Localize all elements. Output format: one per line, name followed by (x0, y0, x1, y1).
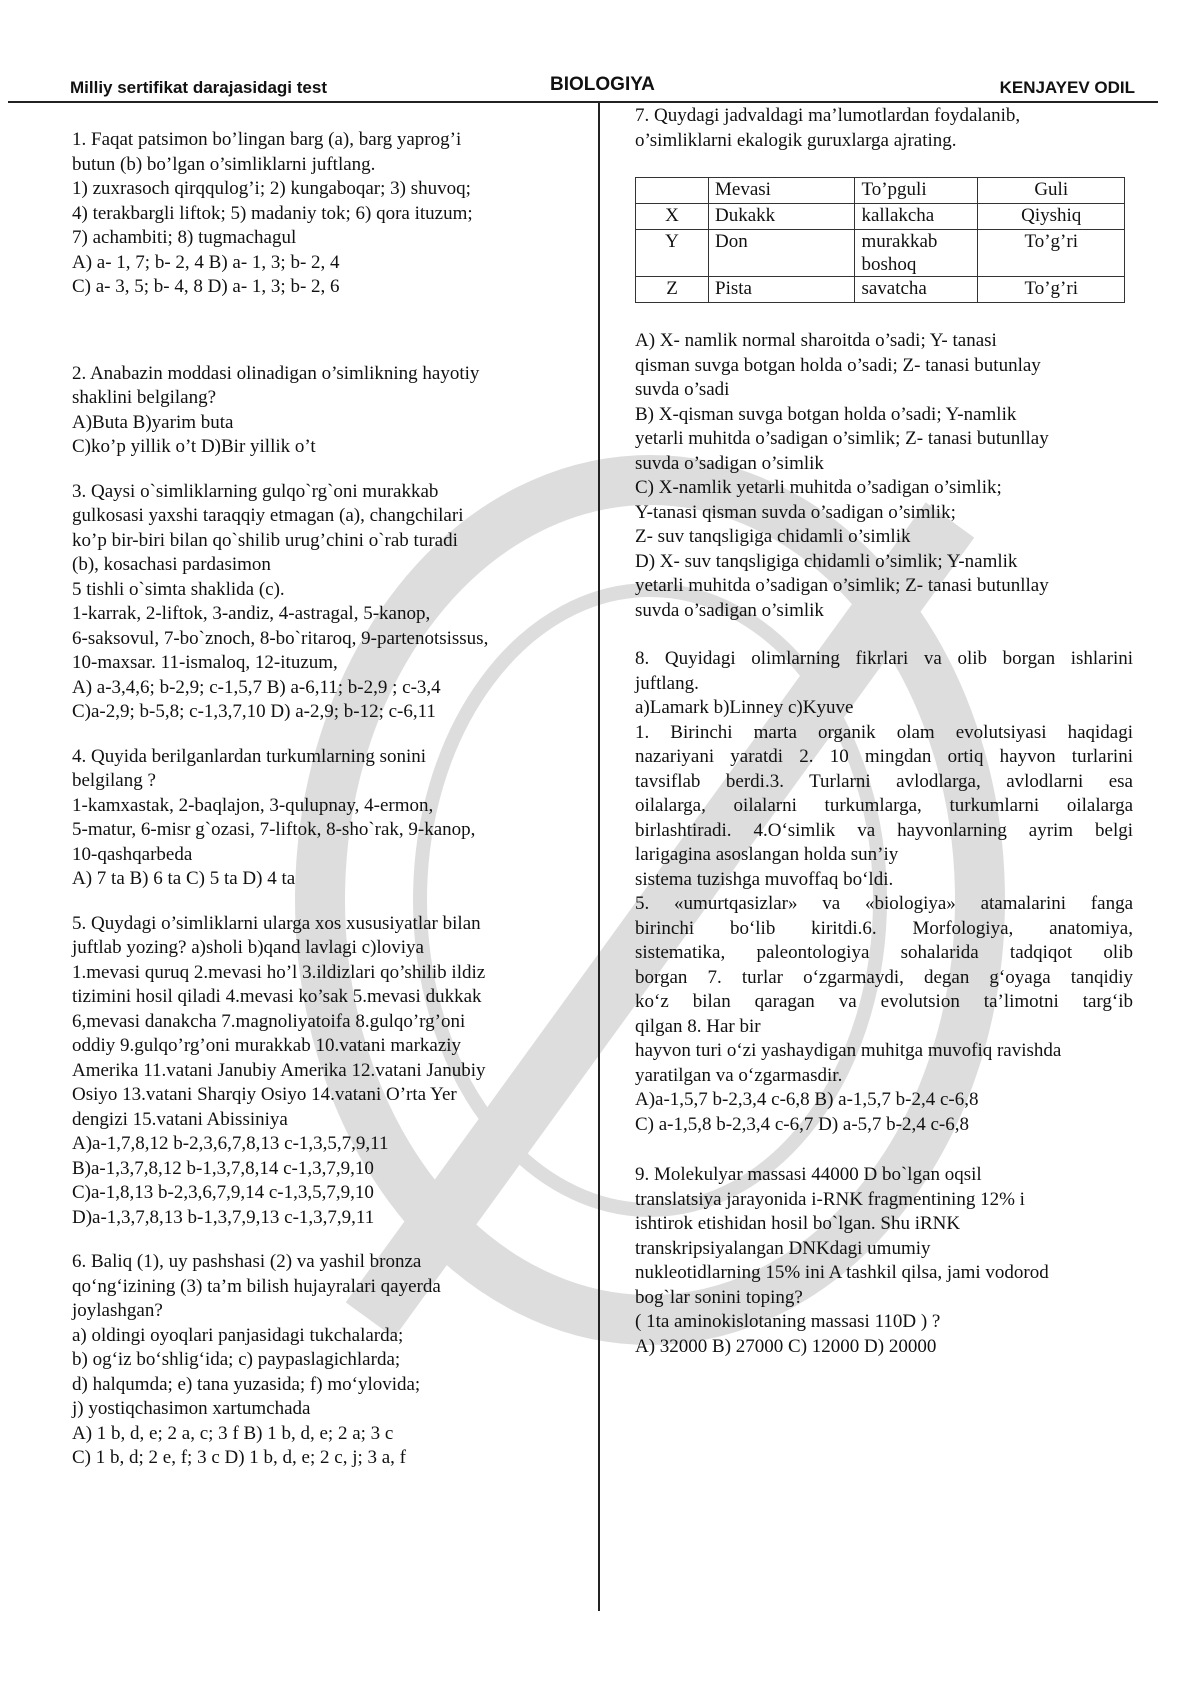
question-line: 1-karrak, 2-liftok, 3-andiz, 4-astragal, 5-kanop, (72, 603, 431, 624)
answer-options: A) 1 b, d, e; 2 a, c; 3 f B) 1 b, d, e; 2 a; 3 c (72, 1422, 394, 1444)
question-line: Osiyo 13.vatani Sharqiy Osiyo 14.vatani O’rta Yer (72, 1084, 457, 1105)
column-divider (598, 101, 600, 1611)
question-line: 5. «umurtqasizlar» va «biologiya» atamalarini fanga (635, 893, 1133, 914)
question-line: 2. Anabazin moddasi olinadigan o’simlikning hayotiy (72, 362, 480, 384)
answer-options: qisman suvga botgan holda o’sadi; Z- tanasi butunlay (635, 354, 1041, 376)
question-line: oddiy 9.gulqo’rg’oni murakkab 10.vatani markaziy (72, 1035, 462, 1056)
answer-options: C)a-1,8,13 b-2,3,6,7,9,14 c-1,3,5,7,9,10 (72, 1182, 374, 1203)
question-line: butun (b) bo’lgan o’simliklarni juftlang. (72, 153, 376, 175)
answer-options: C) a-1,5,8 b-2,3,4 c-6,7 D) a-5,7 b-2,4 c-6,8 (635, 1113, 969, 1135)
question-line: joylashgan? (72, 1300, 163, 1321)
question-line: 1. Birinchi marta organik olam evolutsiyasi haqidagi (635, 721, 1133, 743)
question-line: tavsiflab berdi.3. Turlarni avlodlarga, avlodlarni esa (635, 770, 1133, 792)
answer-options: suvda o’sadigan o’simlik (635, 452, 824, 474)
question-9 (635, 1163, 1133, 1359)
table-cell: Qiyshiq (978, 204, 1125, 230)
table-header-cell: To’pguli (855, 178, 978, 204)
question-line: juftlab yozing? a)sholi b)qand lavlagi c)loviya (72, 937, 424, 958)
question-line: b) og‘iz bo‘shlig‘ida; c) paypaslagichlarda; (72, 1349, 401, 1370)
answer-options: B)a-1,3,7,8,12 b-1,3,7,8,14 c-1,3,7,9,10 (72, 1157, 374, 1179)
answer-options: yetarli muhitda o’sadigan o’simlik; Z- tanasi butunllay (635, 428, 1049, 449)
question-2 (72, 362, 582, 460)
question-line: transkripsiyalangan DNKdagi umumiy (635, 1237, 931, 1259)
answer-options: C)a-2,9; b-5,8; c-1,3,7,10 D) a-2,9; b-12; c-6,11 (72, 701, 436, 722)
question-line: sistema tuzishga muvoffaq bo‘ldi. (635, 868, 894, 890)
header-author: KENJAYEV ODIL (999, 78, 1135, 97)
question-line: 5 tishli o`simta shaklida (c). (72, 578, 285, 600)
question-8 (635, 647, 1133, 1137)
answer-options: C) X-namlik yetarli muhitda o’sadigan o’simlik; (635, 477, 1002, 498)
question-line: 8. Quyidagi olimlarning fikrlari va olib borgan ishlarini (635, 648, 1133, 669)
question-line: birinchi bo‘lib kiritdi.6. Morfologiya, anatomiya, (635, 917, 1133, 939)
answer-options: A) a-3,4,6; b-2,9; c-1,5,7 B) a-6,11; b-2,9 ; c-3,4 (72, 676, 441, 698)
table-row (636, 204, 1125, 230)
question-line: nukleotidlarning 15% ini A tashkil qilsa, jami vodorod (635, 1262, 1049, 1283)
table-cell: Z (636, 277, 709, 303)
question-7 (635, 104, 1133, 623)
answer-options: D) X- suv tanqsligiga chidamli o’simlik; Y-namlik (635, 550, 1018, 572)
question-line: gulkosasi yaxshi taraqqiy etmagan (a), changchilari (72, 505, 464, 526)
question-line: 6,mevasi danakcha 7.magnoliyatoifa 8.gulqo’rg’oni (72, 1010, 466, 1032)
table-header-cell: Guli (978, 178, 1125, 204)
question-4 (72, 745, 582, 892)
question-line: ko’p bir-biri bilan qo`shilib urug’chini o`rab turadi (72, 529, 458, 551)
question-line: 1) zuxrasoch qirqqulog’i; 2) kungaboqar; 3) shuvoq; (72, 178, 471, 199)
header-divider (8, 101, 1158, 103)
table-cell: To’g’ri (978, 230, 1125, 277)
question-line: translatsiya jarayonida i-RNK fragmentining 12% i (635, 1188, 1025, 1210)
question-line: 10-maxsar. 11-ismaloq, 12-ituzum, (72, 652, 338, 673)
question-line: shaklini belgilang? (72, 387, 217, 408)
question-line: birlashtiradi. 4.O‘simlik va hayvonlarning ayrim belgi (635, 819, 1133, 841)
question-line: 6. Baliq (1), uy pashshasi (2) va yashil bronza (72, 1251, 422, 1272)
question-line: a) oldingi oyoqlari panjasidagi tukchalarda; (72, 1324, 404, 1346)
answer-options: C)ko’p yillik o’t D)Bir yillik o’t (72, 436, 316, 457)
question-line: larigagina asoslangan holda sun’iy (635, 844, 899, 865)
page-header (70, 74, 1150, 104)
question-line: d) halqumda; e) tana yuzasida; f) mo‘ylovida; (72, 1373, 421, 1395)
question-line: hayvon turi o‘zi yashaydigan muhitga muvofiq ravishda (635, 1040, 1062, 1061)
table-header-cell (636, 178, 709, 204)
question-line: 9. Molekulyar massasi 44000 D bo`lgan oqsil (635, 1164, 982, 1185)
question-5 (72, 912, 582, 1231)
left-column (72, 128, 582, 1491)
table-cell: Don (709, 230, 855, 277)
question-line: bog`lar sonini toping? (635, 1286, 803, 1308)
answer-options: C) a- 3, 5; b- 4, 8 D) a- 1, 3; b- 2, 6 (72, 276, 340, 297)
question-line: dengizi 15.vatani Abissiniya (72, 1108, 288, 1130)
question-line: 7) achambiti; 8) tugmachagul (72, 227, 297, 248)
answer-options: A) a- 1, 7; b- 2, 4 B) a- 1, 3; b- 2, 4 (72, 251, 340, 273)
answer-options: A) 7 ta B) 6 ta C) 5 ta D) 4 ta (72, 868, 296, 889)
table-cell: Y (636, 230, 709, 277)
question-line: j) yostiqchasimon xartumchada (72, 1398, 311, 1419)
question-line: qo‘ng‘izining (3) ta’m bilish hujayralari qayerda (72, 1275, 441, 1297)
answer-options: A) X- namlik normal sharoitda o’sadi; Y- tanasi (635, 330, 997, 351)
question-line: tizimini hosil qiladi 4.mevasi ko’sak 5.mevasi dukkak (72, 986, 482, 1007)
question-line: 4. Quyida berilganlardan turkumlarning sonini (72, 745, 427, 767)
ecology-table (635, 177, 1125, 303)
header-left: Milliy sertifikat darajasidagi test (70, 78, 327, 97)
question-line: ( 1ta aminokislotaning massasi 110D ) ? (635, 1311, 941, 1332)
question-line: 5-matur, 6-misr g`ozasi, 7-liftok, 8-sho`rak, 9-kanop, (72, 819, 476, 840)
header-subject: BIOLOGIYA (550, 74, 655, 95)
table-header-cell: Mevasi (709, 178, 855, 204)
right-column (635, 104, 1133, 1379)
answer-options: Y-tanasi qisman suvda o’sadigan o’simlik; (635, 501, 956, 523)
table-header-row (636, 178, 1125, 204)
question-line: a)Lamark b)Linney c)Kyuve (635, 697, 854, 718)
question-3 (72, 480, 582, 725)
table-row (636, 277, 1125, 303)
question-line: 1-kamxastak, 2-baqlajon, 3-qulupnay, 4-ermon, (72, 794, 434, 816)
answer-options: A) 32000 B) 27000 C) 12000 D) 20000 (635, 1335, 937, 1357)
question-line: 5. Quydagi o’simliklarni ularga xos xususiyatlar bilan (72, 912, 481, 934)
question-line: yaratilgan va o‘zgarmasdir. (635, 1064, 843, 1086)
question-line: o’simliklarni ekalogik guruxlarga ajrating. (635, 129, 957, 151)
answer-options: suvda o’sadigan o’simlik (635, 599, 824, 621)
question-line: belgilang ? (72, 770, 156, 791)
question-line: Amerika 11.vatani Janubiy Amerika 12.vatani Janubiy (72, 1059, 486, 1081)
table-cell: X (636, 204, 709, 230)
question-line: 3. Qaysi o`simliklarning gulqo`rg`oni murakkab (72, 480, 439, 502)
answer-options: Z- suv tanqsligiga chidamli o’simlik (635, 526, 911, 547)
answer-options: suvda o’sadi (635, 379, 730, 400)
answer-options: A)a-1,5,7 b-2,3,4 c-6,8 B) a-1,5,7 b-2,4 c-6,8 (635, 1089, 979, 1110)
answer-options: A)Buta B)yarim buta (72, 411, 234, 433)
table-cell: savatcha (855, 277, 978, 303)
table-cell: Dukakk (709, 204, 855, 230)
question-1 (72, 128, 582, 300)
question-line: qilgan 8. Har bir (635, 1015, 761, 1037)
table-cell: murakkab boshoq (855, 230, 978, 277)
question-line: 1.mevasi quruq 2.mevasi ho’l 3.ildizlari qo’shilib ildiz (72, 961, 486, 983)
answer-options: D)a-1,3,7,8,13 b-1,3,7,9,13 c-1,3,7,9,11 (72, 1206, 375, 1228)
question-line: ishtirok etishidan hosil bo`lgan. Shu iRNK (635, 1213, 961, 1234)
question-line: 4) terakbargli liftok; 5) madaniy tok; 6) qora ituzum; (72, 202, 473, 224)
question-line: juftlang. (635, 672, 699, 694)
question-line: (b), kosachasi pardasimon (72, 554, 271, 575)
question-line: nazariyani yaratdi 2. 10 mingdan ortiq hayvon turlarini (635, 746, 1133, 767)
question-line: 1. Faqat patsimon bo’lingan barg (a), barg yaprog’i (72, 129, 462, 150)
table-cell: To’g’ri (978, 277, 1125, 303)
question-line: borgan 7. turlar o‘zgarmaydi, degan g‘oyaga tanqidiy (635, 966, 1133, 988)
question-line: 10-qashqarbeda (72, 843, 193, 865)
question-line: ko‘z bilan qaragan va evolutsion ta’limotni targ‘ib (635, 991, 1133, 1012)
table-row (636, 230, 1125, 277)
answer-options: yetarli muhitda o’sadigan o’simlik; Z- tanasi butunllay (635, 575, 1049, 596)
question-6 (72, 1250, 582, 1471)
answer-options: B) X-qisman suvga botgan holda o’sadi; Y-namlik (635, 403, 1017, 425)
question-line: sistematika, paleontologiya sohalarida tadqiqot olib (635, 942, 1133, 963)
question-line: 6-saksovul, 7-bo`znoch, 8-bo`ritaroq, 9-partenotsissus, (72, 627, 489, 649)
answer-options: C) 1 b, d; 2 e, f; 3 c D) 1 b, d, e; 2 c, j; 3 a, f (72, 1447, 407, 1468)
table-cell: kallakcha (855, 204, 978, 230)
question-line: 7. Quydagi jadvaldagi ma’lumotlardan foydalanib, (635, 105, 1021, 126)
question-line: oilalarga, oilalarni turkumlarga, turkumlarni oilalarga (635, 795, 1133, 816)
answer-options: A)a-1,7,8,12 b-2,3,6,7,8,13 c-1,3,5,7,9,11 (72, 1133, 389, 1154)
table-cell: Pista (709, 277, 855, 303)
